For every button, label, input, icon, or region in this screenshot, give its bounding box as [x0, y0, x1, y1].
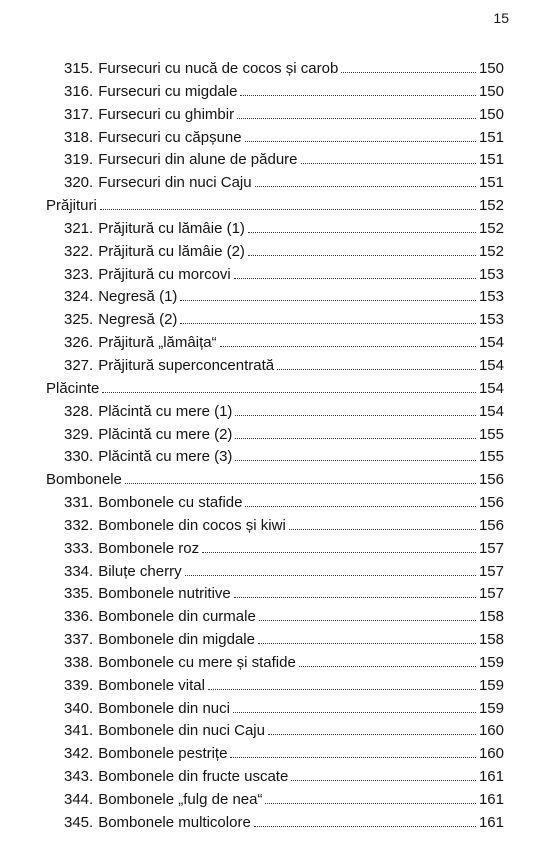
entry-number: 315. — [64, 60, 94, 77]
toc-entry — [46, 426, 504, 449]
dot-leader — [277, 358, 476, 370]
entry-page-number: 152 — [478, 219, 504, 237]
entry-title: Bombonele din fructe uscate — [98, 768, 289, 786]
entry-title: Fursecuri din alune de pădure — [98, 151, 298, 169]
dot-leader — [301, 152, 476, 164]
entry-number: 328. — [64, 402, 94, 420]
entry-number: 324. — [64, 288, 94, 306]
dot-leader — [100, 198, 476, 210]
entry-title: Fursecuri cu migdale — [98, 82, 238, 100]
entry-title: Fursecuri din nuci Caju — [98, 174, 252, 192]
entry-page-number: 153 — [478, 265, 504, 283]
entry-number: 335. — [64, 585, 94, 603]
entry-page-number: 159 — [478, 653, 504, 671]
dot-leader — [230, 746, 476, 758]
entry-title: Bombonele nutritive — [98, 585, 231, 603]
entry-title: Negresă (1) — [98, 288, 178, 306]
entry-number: 319. — [64, 151, 94, 169]
toc-entry — [46, 334, 504, 357]
dot-leader — [180, 312, 476, 324]
toc-entry — [46, 722, 504, 745]
entry-number: 333. — [64, 539, 94, 557]
toc-entry — [46, 83, 504, 106]
entry-number: 321. — [64, 219, 94, 237]
entry-number: 336. — [64, 608, 94, 626]
entry-number: 337. — [64, 631, 94, 649]
dot-leader — [258, 632, 476, 644]
entry-title: Fursecuri cu nucă de cocos și carob — [98, 60, 339, 77]
dot-leader — [248, 221, 476, 233]
entry-title: Prăjitură „lămâița“ — [98, 334, 217, 352]
entry-title: Bombonele pestrițe — [98, 745, 228, 763]
entry-number: 320. — [64, 174, 94, 192]
toc-entry — [46, 517, 504, 540]
toc-entry — [46, 768, 504, 791]
entry-page-number: 157 — [478, 562, 504, 580]
dot-leader — [185, 564, 476, 576]
entry-page-number: 159 — [478, 676, 504, 694]
toc-entry — [46, 288, 504, 311]
table-of-contents — [46, 60, 504, 837]
dot-leader — [259, 609, 476, 621]
entry-page-number: 156 — [478, 516, 504, 534]
dot-leader — [235, 404, 476, 416]
dot-leader — [234, 267, 476, 279]
dot-leader — [291, 769, 476, 781]
entry-page-number: 150 — [478, 82, 504, 100]
entry-title: Prăjitură cu morcovi — [98, 265, 231, 283]
entry-title: Bombonele din cocos și kiwi — [98, 516, 286, 534]
toc-entry — [46, 540, 504, 563]
toc-section-heading — [46, 471, 504, 494]
entry-page-number: 154 — [478, 356, 504, 374]
toc-entry — [46, 654, 504, 677]
entry-number: 331. — [64, 494, 94, 512]
toc-entry — [46, 403, 504, 426]
toc-section-heading — [46, 197, 504, 220]
entry-number: 322. — [64, 242, 94, 260]
dot-leader — [245, 130, 476, 142]
entry-page-number: 151 — [478, 151, 504, 169]
entry-page-number: 160 — [478, 745, 504, 763]
dot-leader — [299, 655, 476, 667]
dot-leader — [245, 495, 476, 507]
toc-entry — [46, 791, 504, 814]
toc-entry — [46, 220, 504, 243]
entry-page-number: 155 — [478, 425, 504, 443]
dot-leader — [289, 518, 476, 530]
entry-page-number: 153 — [478, 288, 504, 306]
entry-title: Negresă (2) — [98, 311, 178, 329]
toc-entry — [46, 311, 504, 334]
page-number: 15 — [493, 10, 509, 26]
entry-number: 326. — [64, 334, 94, 352]
entry-page-number: 156 — [478, 471, 504, 489]
entry-title: Bombonele — [46, 471, 122, 489]
entry-number: 316. — [64, 82, 94, 100]
dot-leader — [233, 701, 476, 713]
entry-page-number: 161 — [478, 768, 504, 786]
entry-number: 325. — [64, 311, 94, 329]
entry-number: 338. — [64, 653, 94, 671]
entry-title: Bombonele roz — [98, 539, 200, 557]
entry-page-number: 150 — [478, 105, 504, 123]
entry-page-number: 154 — [478, 334, 504, 352]
toc-entry — [46, 745, 504, 768]
entry-page-number: 157 — [478, 539, 504, 557]
toc-entry — [46, 243, 504, 266]
entry-title: Bombonele din migdale — [98, 631, 255, 649]
entry-title: Bombonele multicolore — [98, 813, 251, 831]
entry-title: Prăjitură cu lămâie (2) — [98, 242, 245, 260]
entry-page-number: 161 — [478, 791, 504, 808]
dot-leader — [220, 335, 476, 347]
toc-entry — [46, 129, 504, 152]
entry-number: 327. — [64, 356, 94, 374]
entry-title: Plăcintă cu mere (2) — [98, 425, 233, 443]
entry-number: 330. — [64, 448, 94, 466]
entry-page-number: 154 — [478, 379, 504, 397]
toc-entry — [46, 266, 504, 289]
entry-page-number: 158 — [478, 631, 504, 649]
toc-entry — [46, 608, 504, 631]
toc-entry — [46, 631, 504, 654]
entry-page-number: 153 — [478, 311, 504, 329]
entry-page-number: 159 — [478, 699, 504, 717]
entry-number: 345. — [64, 813, 94, 831]
entry-page-number: 156 — [478, 494, 504, 512]
dot-leader — [125, 472, 476, 484]
toc-entry — [46, 494, 504, 517]
entry-number: 318. — [64, 128, 94, 146]
entry-page-number: 150 — [478, 60, 504, 77]
dot-leader — [102, 381, 476, 393]
entry-title: Prăjituri — [46, 197, 97, 215]
entry-page-number: 154 — [478, 402, 504, 420]
dot-leader — [234, 586, 476, 598]
dot-leader — [265, 792, 475, 804]
entry-title: Bombonele vital — [98, 676, 205, 694]
dot-leader — [341, 61, 476, 73]
entry-page-number: 151 — [478, 128, 504, 146]
toc-entry — [46, 60, 504, 83]
dot-leader — [254, 815, 476, 827]
dot-leader — [208, 678, 476, 690]
dot-leader — [202, 541, 476, 553]
entry-title: Plăcintă cu mere (3) — [98, 448, 233, 466]
entry-title: Bombonele din nuci — [98, 699, 230, 717]
entry-title: Prăjitură cu lămâie (1) — [98, 219, 245, 237]
dot-leader — [255, 175, 476, 187]
toc-entry — [46, 677, 504, 700]
entry-number: 323. — [64, 265, 94, 283]
toc-entry — [46, 357, 504, 380]
entry-title: Prăjitură superconcentrată — [98, 356, 275, 374]
entry-number: 339. — [64, 676, 94, 694]
entry-title: Plăcinte — [46, 379, 100, 397]
entry-title: Bombonele cu stafide — [98, 494, 243, 512]
entry-number: 343. — [64, 768, 94, 786]
entry-number: 317. — [64, 105, 94, 123]
toc-entry — [46, 563, 504, 586]
toc-entry — [46, 700, 504, 723]
entry-number: 342. — [64, 745, 94, 763]
toc-entry — [46, 106, 504, 129]
entry-number: 332. — [64, 516, 94, 534]
entry-page-number: 155 — [478, 448, 504, 466]
entry-page-number: 151 — [478, 174, 504, 192]
toc-section-heading — [46, 380, 504, 403]
entry-title: Bombonele cu mere și stafide — [98, 653, 296, 671]
entry-number: 329. — [64, 425, 94, 443]
entry-number: 341. — [64, 722, 94, 740]
entry-page-number: 158 — [478, 608, 504, 626]
entry-title: Fursecuri cu ghimbir — [98, 105, 235, 123]
entry-title: Bombonele „fulg de nea“ — [98, 791, 263, 808]
entry-number: 334. — [64, 562, 94, 580]
dot-leader — [235, 427, 476, 439]
entry-page-number: 160 — [478, 722, 504, 740]
entry-title: Bombonele din nuci Caju — [98, 722, 265, 740]
entry-page-number: 152 — [478, 197, 504, 215]
entry-page-number: 161 — [478, 813, 504, 831]
entry-page-number: 152 — [478, 242, 504, 260]
dot-leader — [180, 289, 476, 301]
dot-leader — [237, 107, 476, 119]
toc-entry — [46, 174, 504, 197]
dot-leader — [248, 244, 476, 256]
dot-leader — [235, 449, 476, 461]
toc-entry — [46, 585, 504, 608]
entry-page-number: 157 — [478, 585, 504, 603]
toc-entry — [46, 448, 504, 471]
entry-title: Biluțe cherry — [98, 562, 182, 580]
dot-leader — [268, 723, 476, 735]
entry-title: Plăcintă cu mere (1) — [98, 402, 233, 420]
toc-entry — [46, 151, 504, 174]
dot-leader — [240, 84, 476, 96]
entry-number: 340. — [64, 699, 94, 717]
entry-title: Bombonele din curmale — [98, 608, 256, 626]
entry-number: 344. — [64, 791, 94, 808]
toc-entry — [46, 814, 504, 837]
entry-title: Fursecuri cu căpșune — [98, 128, 242, 146]
